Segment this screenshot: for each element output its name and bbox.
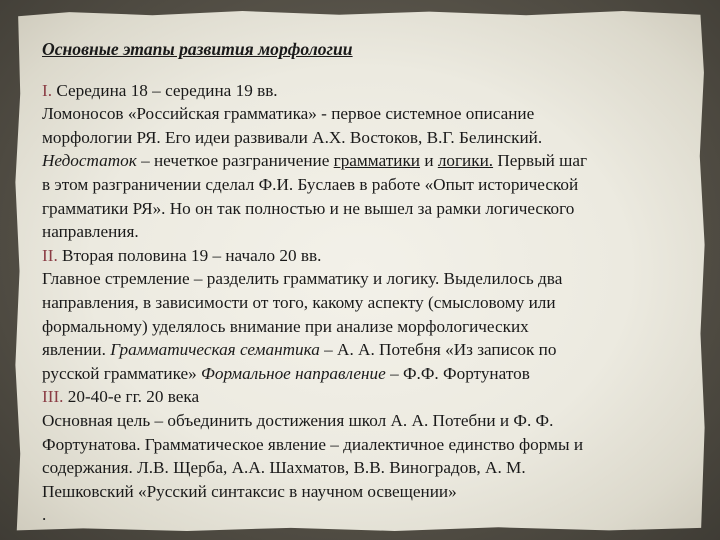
section-1-period: Середина 18 – середина 19 вв. [52, 80, 278, 100]
text-span: явлении. [42, 340, 111, 360]
text-line: грамматики РЯ». Но он так полностью и не вышел за рамки логического [42, 198, 575, 218]
section-1-number: I. [42, 80, 53, 100]
section-2-number: II. [42, 245, 58, 265]
section-1-heading [42, 79, 692, 103]
text-line [42, 338, 692, 362]
text-line: Основная цель – объединить достижения школ А. А. Потебни и Ф. Ф. [42, 410, 554, 430]
text-span: русской грамматике» [42, 363, 202, 383]
text-line: формальному) уделялось внимание при анализе морфологических [42, 316, 529, 336]
section-3-number: III. [42, 387, 64, 407]
text-line: направления. [42, 222, 139, 242]
italic-term: Формальное направление [201, 363, 386, 383]
section-2-period: Вторая половина 19 – начало 20 вв. [57, 245, 322, 265]
text-line: Главное стремление – разделить грамматику и логику. Выделилось два [42, 269, 563, 289]
slide-content [42, 38, 692, 527]
section-3-heading [42, 385, 692, 409]
text-line: Пешковский «Русский синтаксис в научном освещении» [42, 481, 457, 501]
text-line: . [42, 505, 47, 525]
text-line [42, 362, 692, 386]
italic-term: Недостаток [42, 151, 137, 171]
text-span: – Ф.Ф. Фортунатов [385, 363, 530, 383]
text-line [42, 149, 692, 173]
underlined-term: грамматики [333, 151, 421, 171]
text-span: – А. А. Потебня «Из записок по [319, 340, 557, 360]
section-2-heading [42, 244, 692, 268]
italic-term: Грамматическая семантика [110, 340, 320, 360]
text-span: и [420, 151, 438, 171]
text-line: морфологии РЯ. Его идеи развивали А.Х. Востоков, В.Г. Белинский. [42, 127, 543, 147]
text-line: направления, в зависимости от того, какому аспекту (смысловому или [42, 292, 556, 312]
slide-title: Основные этапы развития морфологии [42, 39, 353, 59]
underlined-term: логики. [437, 151, 494, 171]
text-span: – нечеткое разграничение [136, 151, 334, 171]
text-line: содержания. Л.В. Щерба, А.А. Шахматов, В.В. Виноградов, А. М. [42, 458, 526, 478]
text-line: в этом разграничении сделал Ф.И. Буслаев в работе «Опыт исторической [42, 174, 579, 194]
text-line: Фортунатова. Грамматическое явление – диалектичное единство формы и [42, 434, 584, 454]
text-span: Первый шаг [493, 151, 588, 171]
text-line: Ломоносов «Российская грамматика» - первое системное описание [42, 104, 535, 124]
section-3-period: 20-40-е гг. 20 века [63, 387, 200, 407]
